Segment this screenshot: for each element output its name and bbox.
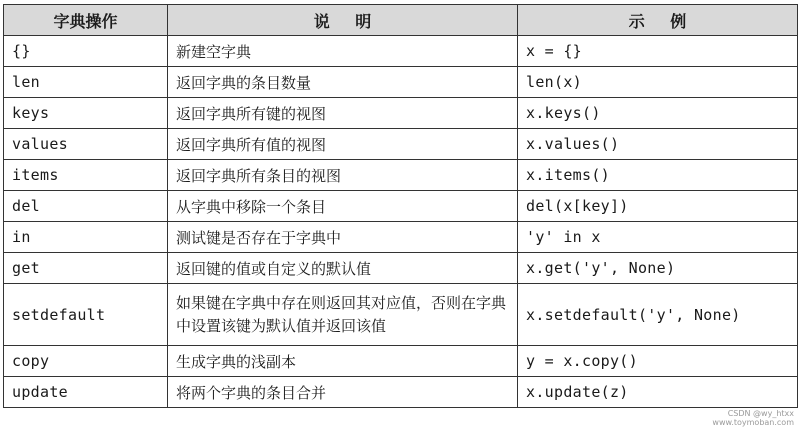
dictionary-operations-table xyxy=(3,4,798,408)
table-row xyxy=(4,98,798,129)
operation-cell: len xyxy=(4,67,168,98)
description-cell: 新建空字典 xyxy=(168,36,518,67)
operation-cell: keys xyxy=(4,98,168,129)
example-cell: x.items() xyxy=(518,160,798,191)
description-cell: 从字典中移除一个条目 xyxy=(168,191,518,222)
operation-cell: setdefault xyxy=(4,284,168,346)
example-cell: del(x[key]) xyxy=(518,191,798,222)
table-row xyxy=(4,67,798,98)
description-cell: 返回字典所有值的视图 xyxy=(168,129,518,160)
watermark-line: CSDN @wy_htxx xyxy=(727,409,794,418)
table-row xyxy=(4,346,798,377)
description-cell: 返回字典所有条目的视图 xyxy=(168,160,518,191)
header-operation: 字典操作 xyxy=(4,5,168,36)
description-cell: 返回键的值或自定义的默认值 xyxy=(168,253,518,284)
table-row xyxy=(4,191,798,222)
description-cell: 返回字典所有键的视图 xyxy=(168,98,518,129)
table-row xyxy=(4,377,798,408)
description-cell: 将两个字典的条目合并 xyxy=(168,377,518,408)
description-cell: 返回字典的条目数量 xyxy=(168,67,518,98)
operation-cell: {} xyxy=(4,36,168,67)
example-cell: x.setdefault('y', None) xyxy=(518,284,798,346)
operation-cell: del xyxy=(4,191,168,222)
table-row xyxy=(4,253,798,284)
description-cell: 生成字典的浅副本 xyxy=(168,346,518,377)
table-row xyxy=(4,129,798,160)
example-cell: len(x) xyxy=(518,67,798,98)
operation-cell: in xyxy=(4,222,168,253)
example-cell: 'y' in x xyxy=(518,222,798,253)
example-cell: x.update(z) xyxy=(518,377,798,408)
description-cell: 如果键在字典中存在则返回其对应值，否则在字典中设置该键为默认值并返回该值 xyxy=(168,284,518,346)
table-row xyxy=(4,222,798,253)
operation-cell: get xyxy=(4,253,168,284)
example-cell: x.keys() xyxy=(518,98,798,129)
header-example: 示例 xyxy=(518,5,798,36)
example-cell: x.values() xyxy=(518,129,798,160)
watermark-line: www.toymoban.com xyxy=(712,418,794,427)
operation-cell: values xyxy=(4,129,168,160)
operation-cell: copy xyxy=(4,346,168,377)
operation-cell: update xyxy=(4,377,168,408)
table-row xyxy=(4,36,798,67)
header-description: 说明 xyxy=(168,5,518,36)
example-cell: x.get('y', None) xyxy=(518,253,798,284)
example-cell: x = {} xyxy=(518,36,798,67)
example-cell: y = x.copy() xyxy=(518,346,798,377)
table-header-row xyxy=(4,5,798,36)
watermark xyxy=(712,409,794,427)
operation-cell: items xyxy=(4,160,168,191)
description-cell: 测试键是否存在于字典中 xyxy=(168,222,518,253)
table-row xyxy=(4,284,798,346)
table-row xyxy=(4,160,798,191)
